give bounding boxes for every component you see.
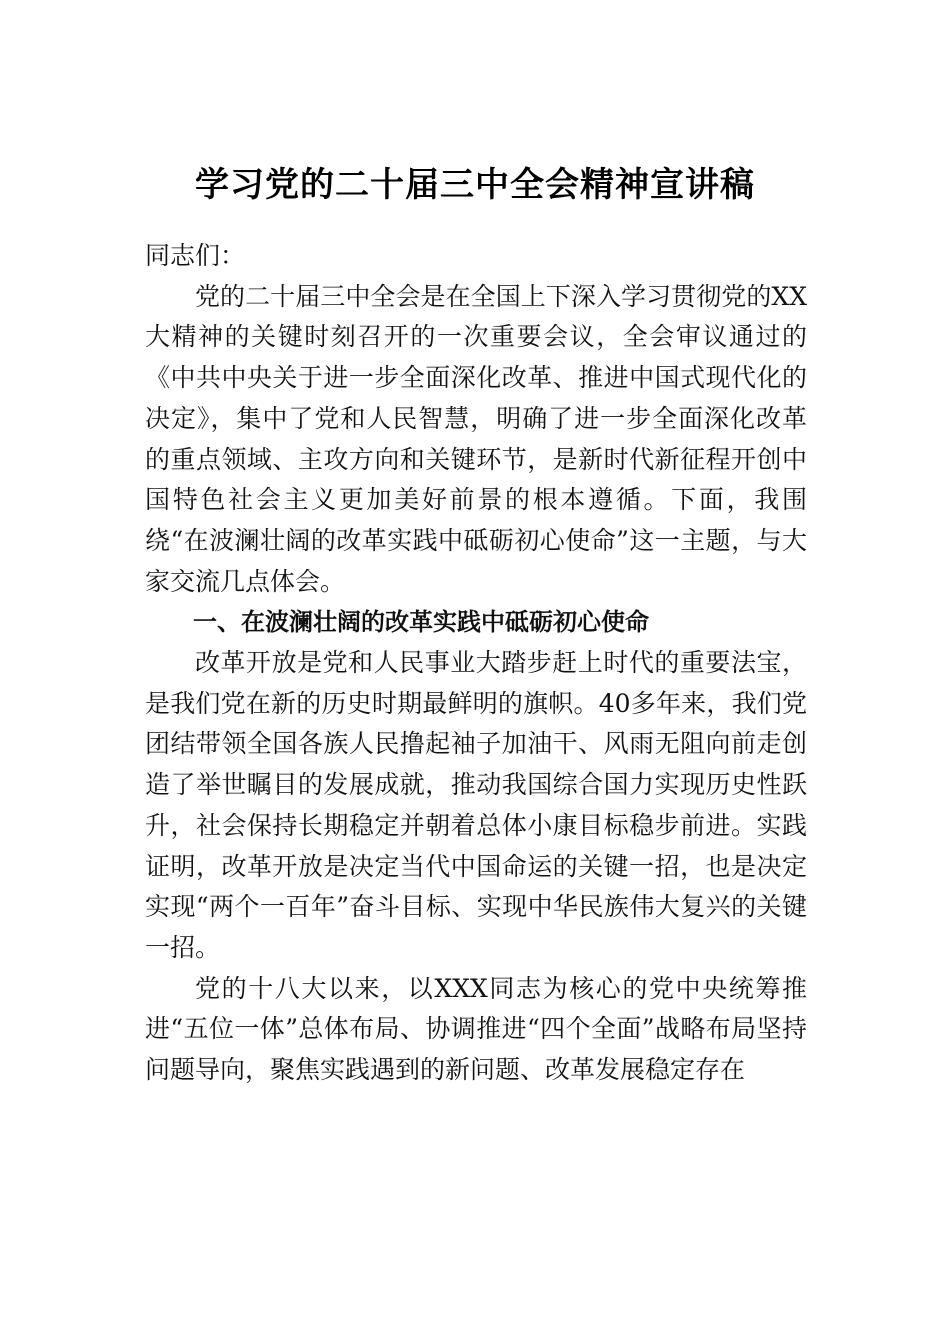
- paragraph-intro: 党的二十届三中全会是在全国上下深入学习贯彻党的XX大精神的关键时刻召开的一次重要会议，全会审议通过的《中共中央关于进一步全面深化改革、推进中国式现代化的决定》，集中了党和人民智慧，明确了进一步全面深化改革的重点领域、主攻方向和关键环节，是新时代新征程开创中国特色社会主义更加美好前景的根本遵循。下面，我围绕“在波澜壮阔的改革实践中砥砺初心使命”这一主题，与大家交流几点体会。: [145, 281, 807, 596]
- section-heading: 一、在波澜壮阔的改革实践中砥砺初心使命: [193, 608, 649, 637]
- paragraph-since-18th: 党的十八大以来，以XXX同志为核心的党中央统筹推进“五位一体”总体布局、协调推进“四个全面”战略布局坚持问题导向，聚焦实践遇到的新问题、改革发展稳定存在: [145, 973, 807, 1085]
- document-body: [145, 236, 807, 1091]
- document-title: 学习党的二十届三中全会精神宣讲稿: [195, 165, 755, 205]
- salutation: 同志们：: [145, 241, 246, 270]
- paragraph-reform: 改革开放是党和人民事业大踏步赶上时代的重要法宝，是我们党在新的历史时期最鲜明的旗帜。40多年来，我们党团结带领全国各族人民撸起袖子加油干、风雨无阻向前走创造了举世瞩目的发展成就，推动我国综合国力实现历史性跃升，社会保持长期稳定并朝着总体小康目标稳步前进。实践证明，改革开放是决定当代中国命运的关键一招，也是决定实现“两个一百年”奋斗目标、实现中华民族伟大复兴的关键一招。: [145, 648, 807, 962]
